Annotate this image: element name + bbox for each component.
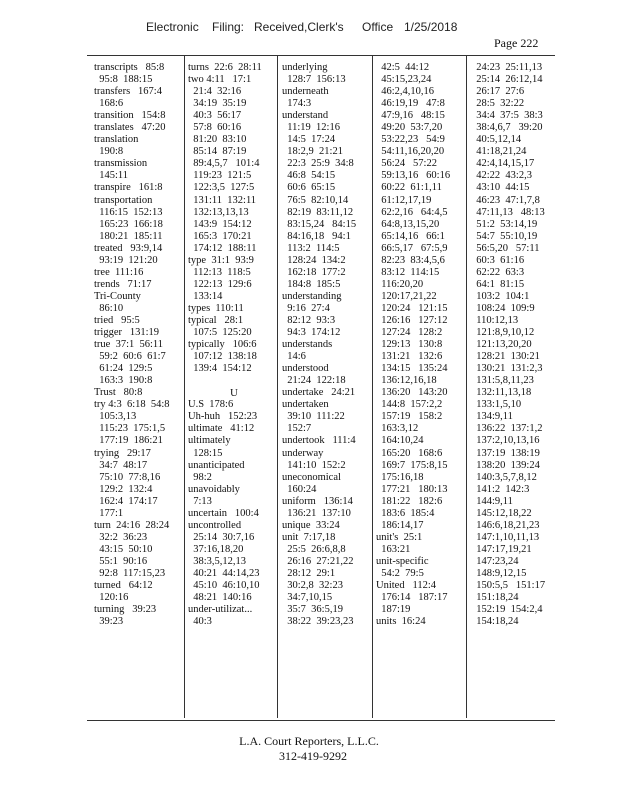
index-line: 45:10 46:10,10 — [188, 580, 260, 592]
footer — [0, 734, 618, 764]
index-line: 177:1 — [94, 507, 124, 519]
index-line: 174:3 — [282, 98, 312, 110]
index-line: 66:5,17 67:5,9 — [376, 242, 448, 254]
index-line: understand — [282, 110, 329, 122]
index-line: trends 71:17 — [94, 278, 152, 290]
index-line: transportation — [94, 194, 153, 206]
index-line: ultimately — [188, 435, 231, 447]
index-line: true 37:1 56:11 — [94, 339, 164, 351]
index-line: 162:18 177:2 — [282, 266, 346, 278]
index-line: 34:7 48:17 — [94, 459, 148, 471]
index-line: 116:20,20 — [376, 278, 424, 290]
index-column-3 — [282, 62, 374, 628]
index-line: 42:4,14,15,17 — [471, 158, 535, 170]
index-line: 132:11,13,18 — [471, 387, 532, 399]
header-received: Received,Clerk's — [254, 20, 344, 34]
index-line: turns 22:6 28:11 — [188, 62, 262, 73]
index-line: 120:16 — [94, 592, 129, 604]
index-line: 57:8 60:16 — [188, 122, 242, 134]
index-line: 144:9,11 — [471, 495, 513, 507]
index-line: 54:7 55:10,19 — [471, 230, 538, 242]
index-line: turning 39:23 — [94, 604, 157, 616]
index-line: 61:12,17,19 — [376, 194, 432, 206]
index-line: units 16:24 — [376, 616, 426, 628]
index-line: 49:20 53:7,20 — [376, 122, 443, 134]
footer-firm: L.A. Court Reporters, L.L.C. — [239, 734, 379, 748]
index-line: 128:7 156:13 — [282, 74, 346, 86]
index-line: 136:21 137:10 — [282, 507, 351, 519]
index-line: trying 29:17 — [94, 447, 151, 459]
index-line: 60:3 61:16 — [471, 254, 525, 266]
index-line: 46:19,19 47:8 — [376, 98, 445, 110]
index-line: 84:16,18 94:1 — [282, 230, 351, 242]
index-line: Trust 80:8 — [94, 387, 143, 399]
index-line: transcripts 85:8 — [94, 62, 165, 73]
index-line: 30:2,8 32:23 — [282, 580, 343, 592]
index-line: 145:12,18,22 — [471, 507, 532, 519]
index-line: 40:5,12,14 — [471, 134, 522, 146]
index-line: 150:5,5 151:17 — [471, 580, 546, 592]
index-line: 148:9,12,15 — [471, 567, 527, 579]
index-line: two 4:11 17:1 — [188, 74, 252, 86]
index-line: 46:8 54:15 — [282, 170, 336, 182]
index-line: typical 28:1 — [188, 314, 244, 326]
index-line: 82:19 83:11,12 — [282, 206, 354, 218]
index-line: 43:10 44:15 — [471, 182, 530, 194]
index-line: translates 47:20 — [94, 122, 166, 134]
index-line: undertook 111:4 — [282, 435, 356, 447]
index-line: types 110:11 — [188, 302, 244, 314]
index-line: 122:13 129:6 — [188, 278, 252, 290]
index-line: treated 93:9,14 — [94, 242, 163, 254]
index-line: 98:2 — [188, 471, 212, 483]
footer-phone: 312-419-9292 — [279, 749, 347, 763]
index-line: 40:3 56:17 — [188, 110, 242, 122]
index-line: 39:23 — [94, 616, 124, 628]
index-line: 131:11 132:11 — [188, 194, 257, 206]
index-line: 83:15,24 84:15 — [282, 218, 357, 230]
index-line: 25:14 30:7,16 — [188, 531, 255, 543]
index-line: 176:14 187:17 — [376, 592, 448, 604]
index-line: 190:8 — [94, 146, 124, 158]
index-line: turned 64:12 — [94, 580, 153, 592]
index-line: 25:5 26:6,8,8 — [282, 543, 346, 555]
index-line: uncontrolled — [188, 519, 242, 531]
index-line: 134:9,11 — [471, 411, 513, 423]
index-line: ultimate 41:12 — [188, 423, 255, 435]
index-line: 105:3,13 — [94, 411, 137, 423]
index-line: 133:14 — [188, 290, 223, 302]
index-line: 34:19 35:19 — [188, 98, 247, 110]
index-line: 128:15 — [188, 447, 223, 459]
index-line: 168:6 — [94, 98, 124, 110]
index-line: transpire 161:8 — [94, 182, 163, 194]
index-line: 141:10 152:2 — [282, 459, 346, 471]
index-line: Uh-huh 152:23 — [188, 411, 258, 423]
header-electronic: Electronic — [146, 20, 199, 34]
index-line: 134:15 135:24 — [376, 363, 448, 375]
index-line: 177:19 186:21 — [94, 435, 163, 447]
index-line: 136:20 143:20 — [376, 387, 448, 399]
index-line: transition 154:8 — [94, 110, 166, 122]
index-line: 163:21 — [376, 543, 411, 555]
index-line: 81:20 83:10 — [188, 134, 247, 146]
index-line: 38:4,6,7 39:20 — [471, 122, 543, 134]
index-line: 128:21 130:21 — [471, 351, 540, 363]
index-line: 82:12 93:3 — [282, 314, 336, 326]
index-line: 138:20 139:24 — [471, 459, 540, 471]
index-line: understanding — [282, 290, 342, 302]
index-line: 184:8 185:5 — [282, 278, 341, 290]
index-line: 177:21 180:13 — [376, 483, 448, 495]
index-line: 140:3,5,7,8,12 — [471, 471, 537, 483]
index-line: 154:18,24 — [471, 616, 519, 628]
index-line: 152:7 — [282, 423, 312, 435]
index-line: 46:2,4,10,16 — [376, 86, 435, 98]
index-line: U.S 178:6 — [188, 399, 234, 411]
index-line: 131:5,8,11,23 — [471, 375, 534, 387]
index-line: unavoidably — [188, 483, 240, 495]
index-line: 56:24 57:22 — [376, 158, 437, 170]
index-line: 43:15 50:10 — [94, 543, 153, 555]
index-line: 121:8,9,10,12 — [471, 327, 535, 339]
index-line: 107:12 138:18 — [188, 351, 257, 363]
index-line: 47:11,13 48:13 — [471, 206, 545, 218]
index-line: 165:23 166:18 — [94, 218, 163, 230]
index-line: 169:7 175:8,15 — [376, 459, 448, 471]
index-line: uniform 136:14 — [282, 495, 353, 507]
index-column-4 — [376, 62, 468, 628]
index-line: 133:1,5,10 — [471, 399, 522, 411]
index-line: 187:19 — [376, 604, 411, 616]
index-line: 75:10 77:8,16 — [94, 471, 161, 483]
index-line: 60:22 61:1,11 — [376, 182, 442, 194]
index-line: 110:12,13 — [471, 314, 519, 326]
index-line: type 31:1 93:9 — [188, 254, 254, 266]
index-line: United 112:4 — [376, 580, 436, 592]
index-line: 113:2 114:5 — [282, 242, 340, 254]
index-line: 55:1 90:16 — [94, 555, 148, 567]
index-line: unit's 25:1 — [376, 531, 423, 543]
index-line: 147:17,19,21 — [471, 543, 532, 555]
index-line: try 4:3 6:18 54:8 — [94, 399, 170, 411]
index-line: 107:5 125:20 — [188, 327, 252, 339]
index-line: 38:22 39:23,23 — [282, 616, 354, 628]
index-line: under-utilizat... — [188, 604, 253, 616]
header-date: 1/25/2018 — [404, 20, 458, 34]
index-line: 163:3 190:8 — [94, 375, 153, 387]
index-line: 41:18,21,24 — [471, 146, 527, 158]
index-line: 89:4,5,7 101:4 — [188, 158, 260, 170]
index-line: unique 33:24 — [282, 519, 340, 531]
index-line: 46:23 47:1,7,8 — [471, 194, 540, 206]
index-line: 122:3,5 127:5 — [188, 182, 255, 194]
index-line: 26:16 27:21,22 — [282, 555, 354, 567]
index-line: trigger 131:19 — [94, 327, 160, 339]
index-line: 47:9,16 48:15 — [376, 110, 445, 122]
index-line: 152:19 154:2,4 — [471, 604, 543, 616]
index-line: 137:2,10,13,16 — [471, 435, 540, 447]
index-line: 37:16,18,20 — [188, 543, 244, 555]
index-line: 76:5 82:10,14 — [282, 194, 349, 206]
index-line: 34:4 37:5 38:3 — [471, 110, 543, 122]
index-line: uncertain 100:4 — [188, 507, 259, 519]
header-filing: Filing: — [212, 20, 245, 34]
index-line: 32:2 36:23 — [94, 531, 148, 543]
index-line: 183:6 185:4 — [376, 507, 435, 519]
index-line: 26:17 27:6 — [471, 86, 525, 98]
index-line: 28:5 32:22 — [471, 98, 525, 110]
index-line: 144:8 157:2,2 — [376, 399, 443, 411]
index-line: 7:13 — [188, 495, 212, 507]
index-column-1 — [94, 62, 186, 628]
index-line: 25:14 26:12,14 — [471, 74, 543, 86]
index-line: 129:2 132:4 — [94, 483, 153, 495]
index-line: 64:8,13,15,20 — [376, 218, 440, 230]
index-line: 34:7,10,15 — [282, 592, 333, 604]
index-line: 139:4 154:12 — [188, 363, 252, 375]
index-line: typically 106:6 — [188, 339, 257, 351]
index-line: 82:23 83:4,5,6 — [376, 254, 445, 266]
index-line: 119:23 121:5 — [188, 170, 252, 182]
index-line: undertake 24:21 — [282, 387, 356, 399]
index-line: 53:22,23 54:9 — [376, 134, 445, 146]
index-line: underway — [282, 447, 324, 459]
index-line: 54:11,16,20,20 — [376, 146, 445, 158]
index-line: 165:20 168:6 — [376, 447, 443, 459]
index-line: 40:3 — [188, 616, 212, 628]
index-line: 60:6 65:15 — [282, 182, 336, 194]
index-line: 181:22 182:6 — [376, 495, 443, 507]
index-line: 141:2 142:3 — [471, 483, 530, 495]
index-line: 94:3 174:12 — [282, 327, 341, 339]
index-line — [188, 375, 280, 387]
index-line: 164:10,24 — [376, 435, 424, 447]
index-line: 121:13,20,20 — [471, 339, 532, 351]
index-line: unanticipated — [188, 459, 245, 471]
index-line: 18:2,9 21:21 — [282, 146, 343, 158]
index-line: 103:2 104:1 — [471, 290, 530, 302]
index-line: Tri-County — [94, 290, 141, 302]
index-line: 40:21 44:14,23 — [188, 567, 260, 579]
index-line: 59:2 60:6 61:7 — [94, 351, 166, 363]
index-line: 115:23 175:1,5 — [94, 423, 166, 435]
index-line: 128:24 134:2 — [282, 254, 346, 266]
index-line: 42:5 44:12 — [376, 62, 430, 73]
index-line: unit 7:17,18 — [282, 531, 336, 543]
index-line: 130:21 131:2,3 — [471, 363, 543, 375]
index-line: 160:24 — [282, 483, 317, 495]
index-column-2 — [188, 62, 280, 628]
index-column-5 — [471, 62, 563, 628]
section-letter: U — [230, 387, 238, 400]
index-line: 62:2,16 64:4,5 — [376, 206, 448, 218]
index-line: transfers 167:4 — [94, 86, 162, 98]
index-line: understood — [282, 363, 329, 375]
index-line: 64:1 81:15 — [471, 278, 525, 290]
index-line: 157:19 158:2 — [376, 411, 443, 423]
index-line: 48:21 140:16 — [188, 592, 252, 604]
index-line: 151:18,24 — [471, 592, 519, 604]
index-line: 39:10 111:22 — [282, 411, 345, 423]
index-line: 38:3,5,12,13 — [188, 555, 247, 567]
index-line: 24:23 25:11,13 — [471, 62, 543, 73]
index-line: unit-specific — [376, 555, 429, 567]
index-line: 163:3,12 — [376, 423, 419, 435]
index-line: 21:24 122:18 — [282, 375, 346, 387]
index-line: 11:19 12:16 — [282, 122, 340, 134]
index-line: 146:6,18,21,23 — [471, 519, 540, 531]
index-line: underneath — [282, 86, 329, 98]
index-line: 86:10 — [94, 302, 124, 314]
index-line: 83:12 114:15 — [376, 266, 440, 278]
index-line: 120:17,21,22 — [376, 290, 437, 302]
index-line: transmission — [94, 158, 148, 170]
index-line: understands — [282, 339, 333, 351]
index-line: 129:13 130:8 — [376, 339, 443, 351]
index-line: 21:4 32:16 — [188, 86, 242, 98]
index-line: 35:7 36:5,19 — [282, 604, 343, 616]
index-line: 127:24 128:2 — [376, 327, 443, 339]
index-line: 56:5,20 57:11 — [471, 242, 540, 254]
index-line: turn 24:16 28:24 — [94, 519, 170, 531]
index-line: 174:12 188:11 — [188, 242, 257, 254]
index-line: 9:16 27:4 — [282, 302, 330, 314]
index-line: 116:15 152:13 — [94, 206, 163, 218]
index-line: 61:24 129:5 — [94, 363, 153, 375]
index-line: 14:6 — [282, 351, 306, 363]
index-line: 132:13,13,13 — [188, 206, 249, 218]
index-line: 92:8 117:15,23 — [94, 567, 166, 579]
index-line: 22:3 25:9 34:8 — [282, 158, 354, 170]
index-line: undertaken — [282, 399, 329, 411]
index-line: 147:23,24 — [471, 555, 519, 567]
index-line: 136:22 137:1,2 — [471, 423, 543, 435]
index-line: 95:8 188:15 — [94, 74, 153, 86]
index-line: 51:2 53:14,19 — [471, 218, 538, 230]
index-line: 62:22 63:3 — [471, 266, 525, 278]
index-line: 54:2 79:5 — [376, 567, 424, 579]
index-line: 14:5 17:24 — [282, 134, 336, 146]
index-line: 45:15,23,24 — [376, 74, 432, 86]
index-line: translation — [94, 134, 139, 146]
index-line: 108:24 109:9 — [471, 302, 535, 314]
index-line: 186:14,17 — [376, 519, 424, 531]
index-line: 120:24 121:15 — [376, 302, 448, 314]
header-office: Office — [362, 20, 394, 34]
index-line: 93:19 121:20 — [94, 254, 158, 266]
index-line: tree 111:16 — [94, 266, 144, 278]
index-line: underlying — [282, 62, 328, 73]
index-line: 180:21 185:11 — [94, 230, 163, 242]
page-number: Page 222 — [494, 36, 539, 50]
index-line: 175:16,18 — [376, 471, 424, 483]
index-line: 42:22 43:2,3 — [471, 170, 532, 182]
index-line: 162:4 174:17 — [94, 495, 158, 507]
index-line: uneconomical — [282, 471, 341, 483]
index-line: 112:13 118:5 — [188, 266, 251, 278]
index-line: 59:13,16 60:16 — [376, 170, 451, 182]
index-line: 28:12 29:1 — [282, 567, 336, 579]
index-line: 65:14,16 66:1 — [376, 230, 445, 242]
index-line: 165:3 170:21 — [188, 230, 252, 242]
index-line: tried 95:5 — [94, 314, 140, 326]
index-line: 126:16 127:12 — [376, 314, 448, 326]
index-line: 85:14 87:19 — [188, 146, 247, 158]
index-line: 143:9 154:12 — [188, 218, 252, 230]
index-line: 147:1,10,11,13 — [471, 531, 540, 543]
index-line: 136:12,16,18 — [376, 375, 437, 387]
index-line: 145:11 — [94, 170, 129, 182]
index-line: 131:21 132:6 — [376, 351, 443, 363]
index-line: 137:19 138:19 — [471, 447, 540, 459]
